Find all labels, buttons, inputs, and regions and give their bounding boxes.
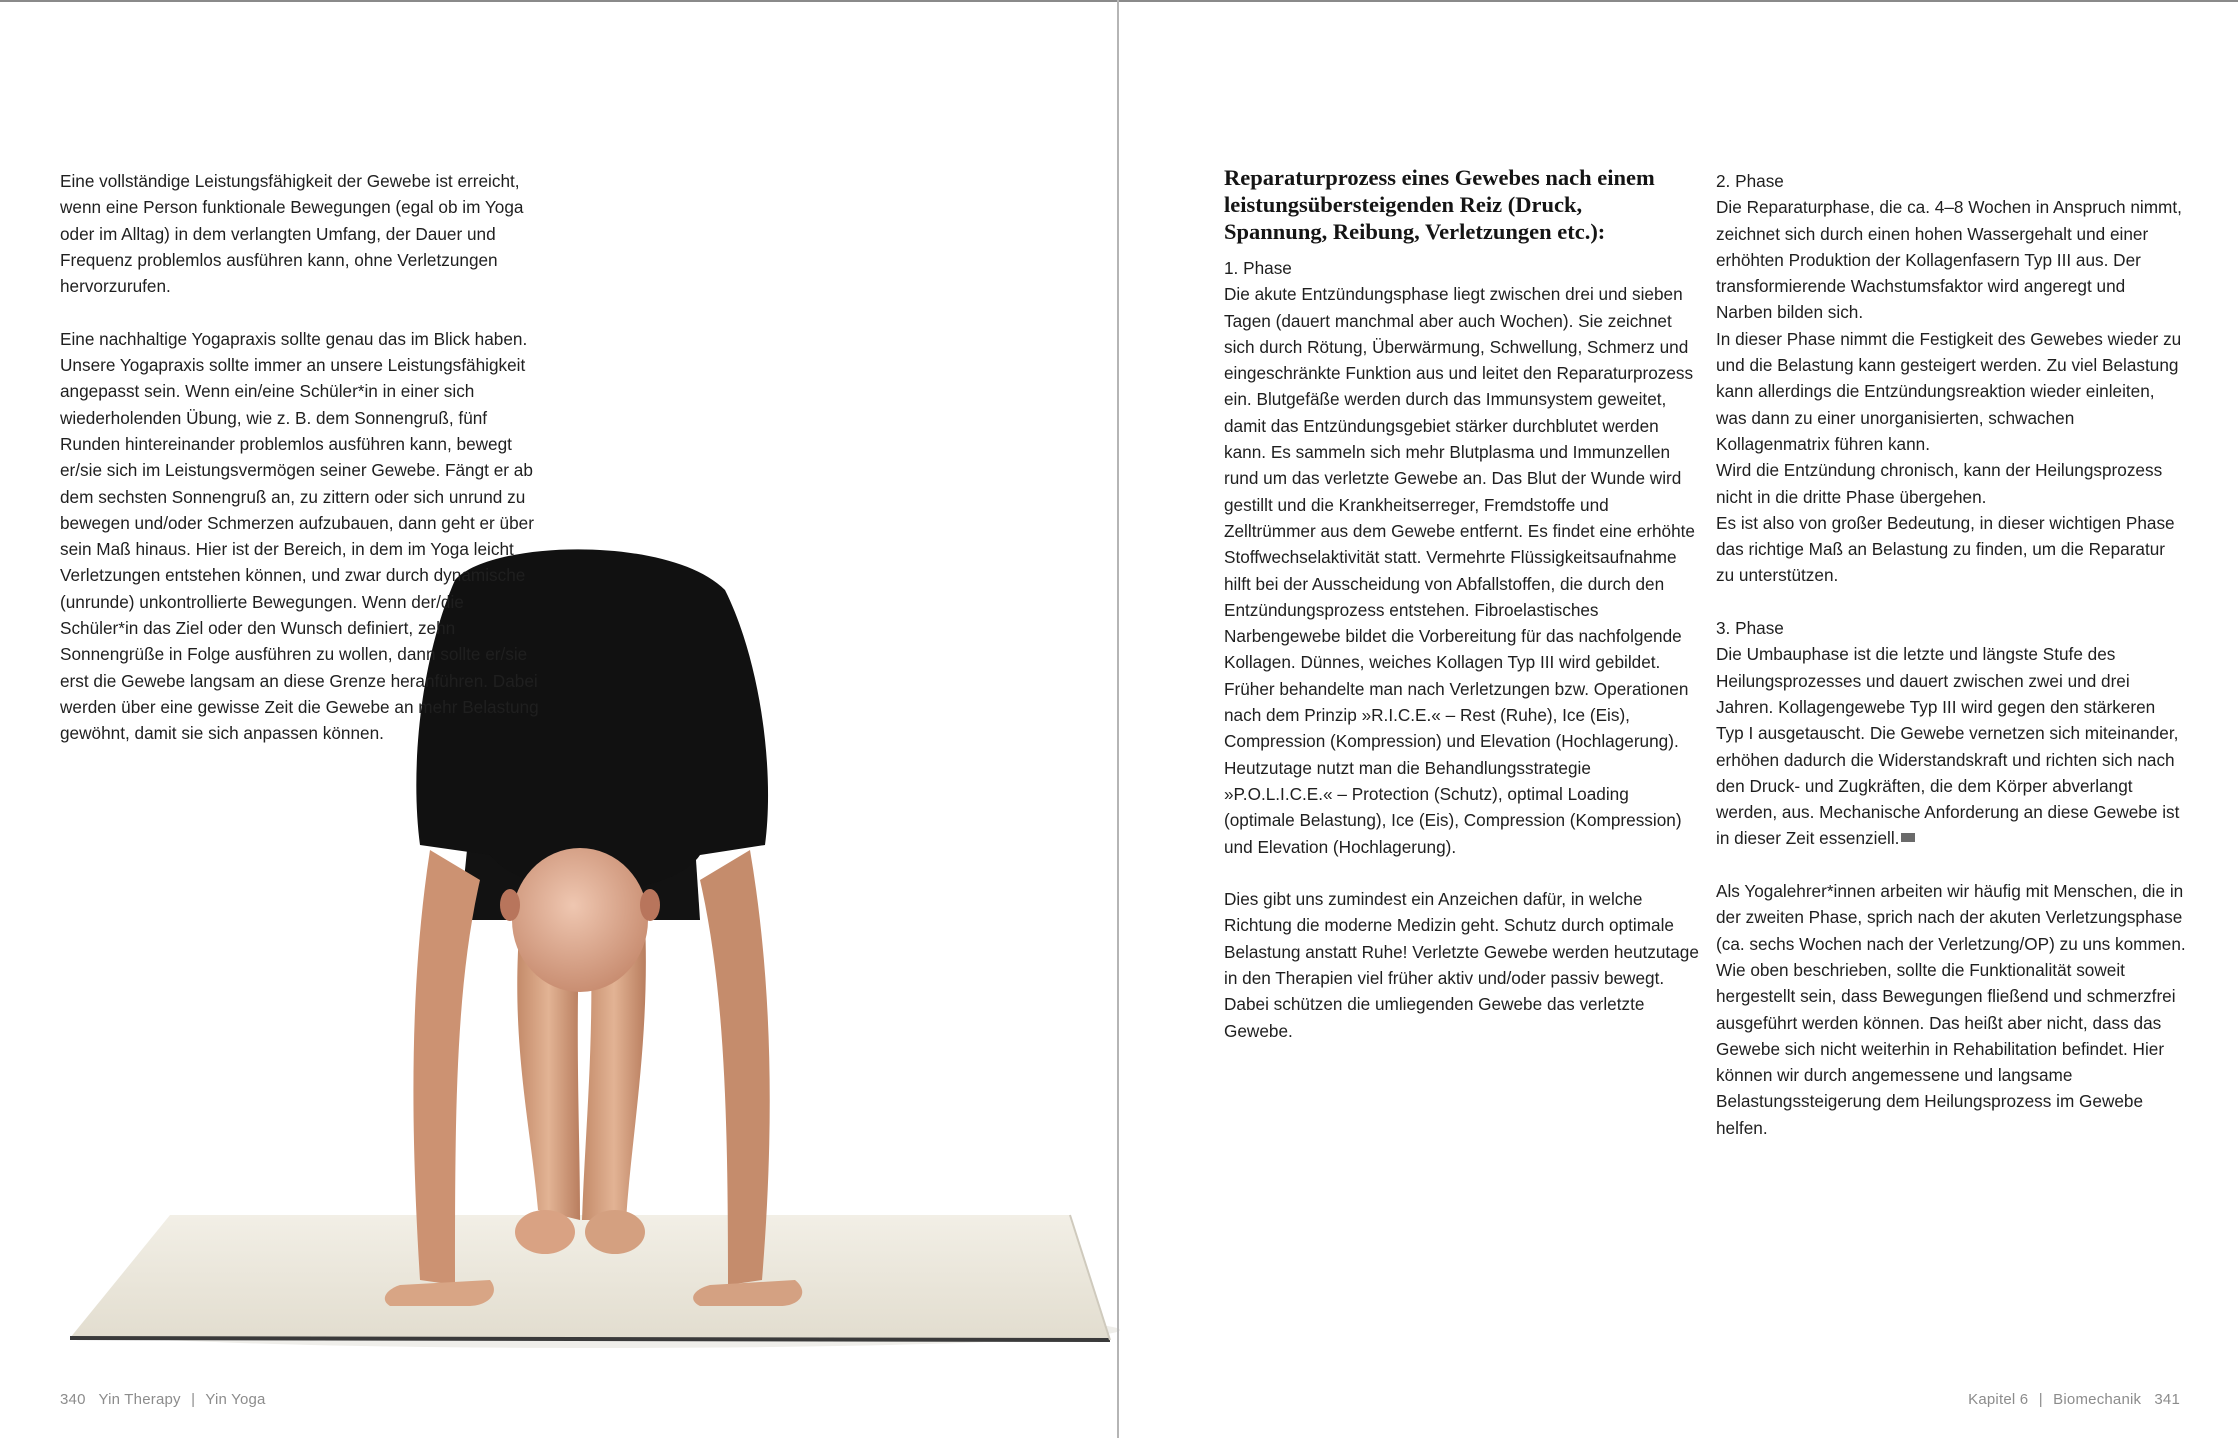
phase-title: 3. Phase <box>1716 618 1784 639</box>
paragraph: Wird die Entzündung chronisch, kann der Heilungsprozess nicht in die dritte Phase übergehen. <box>1716 460 2163 507</box>
chapter-title: Kapitel 6 <box>1968 1391 2029 1408</box>
right-foot <box>585 1210 645 1254</box>
phase-title: 1. Phase <box>1224 258 1292 278</box>
paragraph: In dieser Phase nimmt die Festigkeit des Gewebes wieder zu und die Belastung kann gesteigert werden. Zu viel Belastung kann allerdings die Entzündungsreaktion wieder einleiten, was dann zu einer unorganisierten, schwachen Kollagenmatrix führen kann. <box>1716 328 2182 454</box>
paragraph: Früher behandelte man nach Verletzungen bzw. Operationen nach dem Prinzip »R.I.C.E.« – Rest (Ruhe), Ice (Eis), Compression (Kompression) und Elevation (Hochlagerung). Heutzutage nutzt man die Behandlungsstrategie »P.O.L.I.C.E.« – Protection (Schutz), optimal Loading (optimale Belastung), Ice (Eis), Compression (Kompression) und Elevation (Hochlagerung). <box>1224 678 1689 857</box>
page-number: 340 <box>60 1391 86 1408</box>
page-number: 341 <box>2154 1391 2180 1408</box>
paragraph: Die Umbauphase ist die letzte und längste Stufe des Heilungsprozesses und dauert zwischen zwei und drei Jahren. Kollagengewebe Typ III wird gegen den stärkeren Typ I ausgetauscht. Die Gewebe vernetzen sich miteinander, erhöhen dadurch die Widerstandskraft und richten sich nach den Druck- und Zugkräften, die dem Körper abverlangt werden, aus. Mechanische Anforderung an diese Gewebe ist in dieser Zeit essenziell. <box>1716 644 2180 849</box>
left-page-column <box>60 168 540 747</box>
paragraph: Die Reparaturphase, die ca. 4–8 Wochen in Anspruch nimmt, zeichnet sich durch einen hohen Wassergehalt und einer erhöhten Produktion der Kollagenfasern Typ III aus. Der transformierende Wachstumsfaktor wird angeregt und Narben bilden sich. <box>1716 197 2182 323</box>
section-title: Yin Yoga <box>205 1391 266 1408</box>
right-footer <box>1968 1391 2180 1408</box>
right-page-column-2 <box>1716 168 2186 1141</box>
left-foot <box>515 1210 575 1254</box>
book-title: Yin Therapy <box>98 1391 181 1408</box>
bald-head <box>512 848 648 992</box>
paragraph: Die akute Entzündungsphase liegt zwischen drei und sieben Tagen (dauert manchmal aber auch Wochen). Sie zeichnet sich durch Rötung, Überwärmung, Schwellung, Schmerz und eingeschränkte Funktion aus und leitet den Reparaturprozess ein. Blutgefäße werden durch das Immunsystem geweitet, damit das Entzündungsgebiet stärker durchblutet werden kann. Es sammeln sich mehr Blutplasma und Immunzellen rund um das verletzte Gewebe an. Das Blut der Wunde wird gestillt und die Krankheitserreger, Fremdstoffe und Zelltrümmer aus dem Gewebe entfernt. Es findet eine erhöhte Stoffwechselaktivität statt. Vermehrte Flüssigkeitsaufnahme hilft bei der Ausscheidung von Abfallstoffen, die durch den Entzündungsprozess entstehen. Fibroelastisches Narbengewebe bildet die Vorbereitung für das nachfolgende Kollagen. Dünnes, weiches Kollagen Typ III wird gebildet. <box>1224 284 1695 673</box>
paragraph: Eine vollständige Leistungsfähigkeit der Gewebe ist erreicht, wenn eine Person funktionale Bewegungen (egal ob im Yoga oder im Alltag) in dem verlangten Umfang, der Dauer und Frequenz problemlos ausführen kann, ohne Verletzungen hervorzurufen. <box>60 171 524 297</box>
paragraph-with-end-mark <box>1716 641 2186 851</box>
top-rule <box>0 0 2238 2</box>
right-page-column-1 <box>1224 164 1699 1044</box>
paragraph: Dies gibt uns zumindest ein Anzeichen dafür, in welche Richtung die moderne Medizin geht. Schutz durch optimale Belastung anstatt Ruhe! Verletzte Gewebe werden heutzutage in den Therapien viel früher aktiv und/oder passiv bewegt. Dabei schützen die umliegenden Gewebe das verletzte Gewebe. <box>1224 889 1699 1041</box>
paragraph: Es ist also von großer Bedeutung, in dieser wichtigen Phase das richtige Maß an Belastung zu finden, um die Reparatur zu unterstützen. <box>1716 512 2175 586</box>
section-title: Biomechanik <box>2053 1391 2142 1408</box>
left-footer <box>60 1391 266 1408</box>
yoga-mat-edge <box>70 1338 1110 1340</box>
end-of-section-mark <box>1901 833 1915 842</box>
section-heading: Reparaturprozess eines Gewebes nach einem leistungsübersteigenden Reiz (Druck, Spannung, Reibung, Verletzungen etc.): <box>1224 165 1655 244</box>
footer-separator: | <box>2038 1391 2043 1408</box>
footer-separator: | <box>191 1391 196 1408</box>
phase-title: 2. Phase <box>1716 171 1784 191</box>
paragraph: Als Yogalehrer*innen arbeiten wir häufig mit Menschen, die in der zweiten Phase, sprich nach der akuten Verletzungsphase (ca. sechs Wochen nach der Verletzung/OP) zu uns kommen. Wie oben beschrieben, sollte die Funktionalität soweit hergestellt sein, dass Bewegungen fließend und schmerzfrei ausgeführt werden können. Das heißt aber nicht, dass das Gewebe sich nicht weiterhin in Rehabilitation befindet. Hier können wir durch angemessene und langsame Belastungssteigerung dem Heilungsprozess im Gewebe helfen. <box>1716 881 2186 1138</box>
paragraph: Eine nachhaltige Yogapraxis sollte genau das im Blick haben. Unsere Yogapraxis sollte immer an unsere Leistungsfähigkeit angepasst sein. Wenn ein/eine Schüler*in in einer sich wiederholenden Übung, wie z. B. dem Sonnengruß, fünf Runden hintereinander problemlos ausführen kann, bewegt er/sie sich im Leistungsvermögen seiner Gewebe. Fängt er ab dem sechsten Sonnengruß an, zu zittern oder sich unrund zu bewegen und/oder Schmerzen aufzubauen, dann geht er über sein Maß hinaus. Hier ist der Bereich, in dem im Yoga leicht Verletzungen entstehen können, und zwar durch dynamische (unrunde) unkontrollierte Bewegungen. Wenn der/die Schüler*in das Ziel oder den Wunsch definiert, zehn Sonnengrüße in Folge ausführen zu wollen, dann sollte er/sie erst die Gewebe langsam an diese Grenze heranführen. Dabei werden über eine gewisse Zeit die Gewebe an mehr Belastung gewöhnt, damit sie sich anpassen können. <box>60 328 539 744</box>
page-gutter <box>1117 0 1119 1438</box>
